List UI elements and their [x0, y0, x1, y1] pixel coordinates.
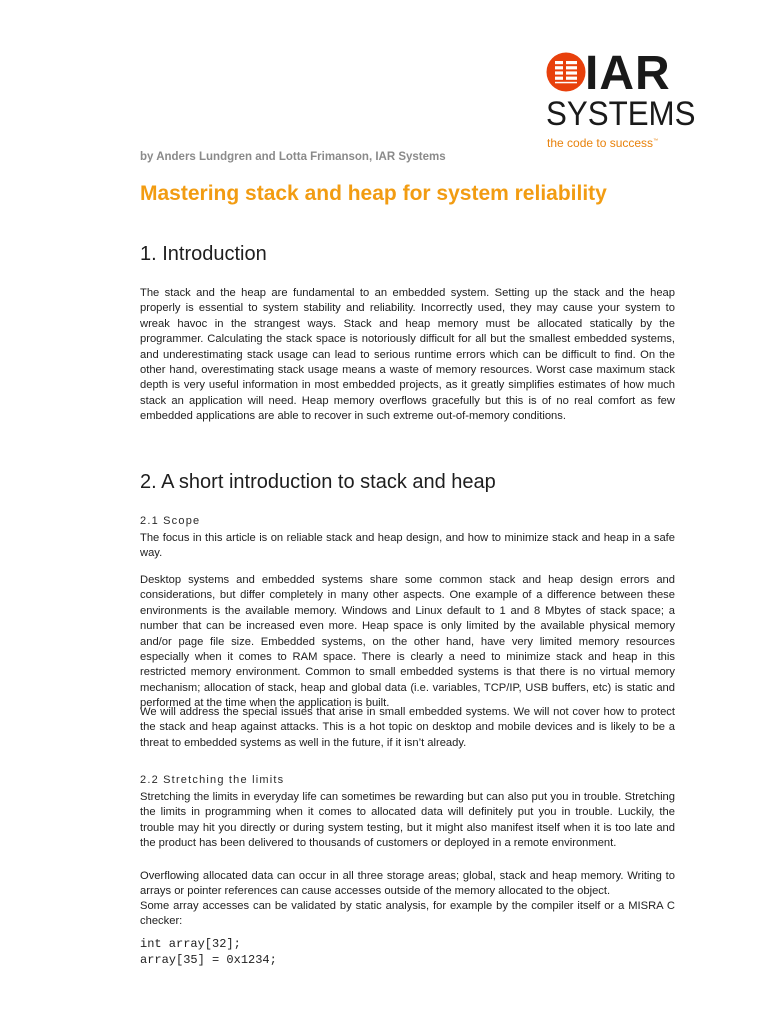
code-line-2: array[35] = 0x1234; — [140, 953, 277, 967]
logo-tagline-text: the code to success — [547, 136, 654, 150]
subsection-2-1-paragraph-1: The focus in this article is on reliable stack and heap design, and how to minimize stack and heap in a safe way. — [140, 532, 675, 560]
byline: by Anders Lundgren and Lotta Frimanson, IAR Systems — [140, 151, 446, 163]
subsection-2-1-paragraph-3: We will address the special issues that arise in small embedded systems. We will not cover how to protect the stack and heap against attacks. This is a hot topic on desktop and mobile devices and is likely to be a threat to embedded systems as well in the future, if it isn’t already. — [140, 706, 675, 749]
code-line-1: int array[32]; — [140, 937, 241, 951]
section-2-heading: 2. A short introduction to stack and heap — [140, 471, 496, 493]
logo-tagline-mark: ™ — [653, 138, 659, 144]
logo-subbrand-text: SYSTEMS — [546, 95, 696, 133]
subsection-2-2-paragraph-1: Stretching the limits in everyday life can sometimes be rewarding but can also put you in trouble. Stretching the limits in programming when it comes to allocated data will definitely put you in trouble. Luckily, the trouble may hit you directly or during system testing, but it might also manifest itself when it is too late and the product has been delivered to thousands of customers or deployed in a remote environment. — [140, 791, 675, 850]
logo-tagline — [547, 136, 658, 150]
subsection-2-1-paragraph-2: Desktop systems and embedded systems share some common stack and heap design errors and considerations, but differ completely in many other aspects. One example of a difference between these environments is the available memory. Windows and Linux default to 1 and 8 Mbytes of stack space; a number that can be increased even more. Heap space is only limited by the available physical memory and/or page file size. Embedded systems, on the other hand, have very limited memory resources especially when it comes to RAM space. There is clearly a need to minimize stack and heap in this restricted memory environment. Common to small embedded systems is that there is no virtual memory mechanism; allocation of stack, heap and global data (i.e. variables, TCP/IP, USB buffers, etc) is static and performed at the time when the application is built. — [140, 574, 675, 710]
section-1-heading: 1. Introduction — [140, 243, 267, 265]
subsection-2-2-paragraph-2: Overflowing allocated data can occur in all three storage areas; global, stack and heap memory. Writing to arrays or pointer references can cause accesses outside of the memory allocated to the object. — [140, 870, 675, 898]
subsection-2-2-paragraph-3: Some array accesses can be validated by static analysis, for example by the compiler itself or a MISRA C checker: — [140, 900, 675, 928]
logo-brand-text: IAR — [585, 47, 671, 100]
subsection-2-2-heading: 2.2 Stretching the limits — [140, 774, 285, 786]
iar-systems-logo — [542, 44, 696, 154]
section-1-paragraph: The stack and the heap are fundamental to an embedded system. Setting up the stack and the heap properly is essential to system stability and reliability. Incorrectly used, they may cause your system to wreak havoc in the strangest ways. Stack and heap memory must be allocated statically by the programmer. Calculating the stack space is notoriously difficult for all but the smallest embedded systems, and underestimating stack usage can lead to serious runtime errors which can be difficult to find. On the other hand, overestimating stack usage means a waste of memory resources. Worst case maximum stack depth is very useful information in most embedded projects, as it greatly simplifies estimates of how much stack an application will need. Heap memory overflows gracefully but this is of no real comfort as few embedded applications are able to recover in such extreme out-of-memory conditions. — [140, 287, 675, 423]
document-title: Mastering stack and heap for system reliability — [140, 182, 607, 205]
subsection-2-1-heading: 2.1 Scope — [140, 515, 201, 527]
iar-emblem-icon — [546, 52, 586, 92]
